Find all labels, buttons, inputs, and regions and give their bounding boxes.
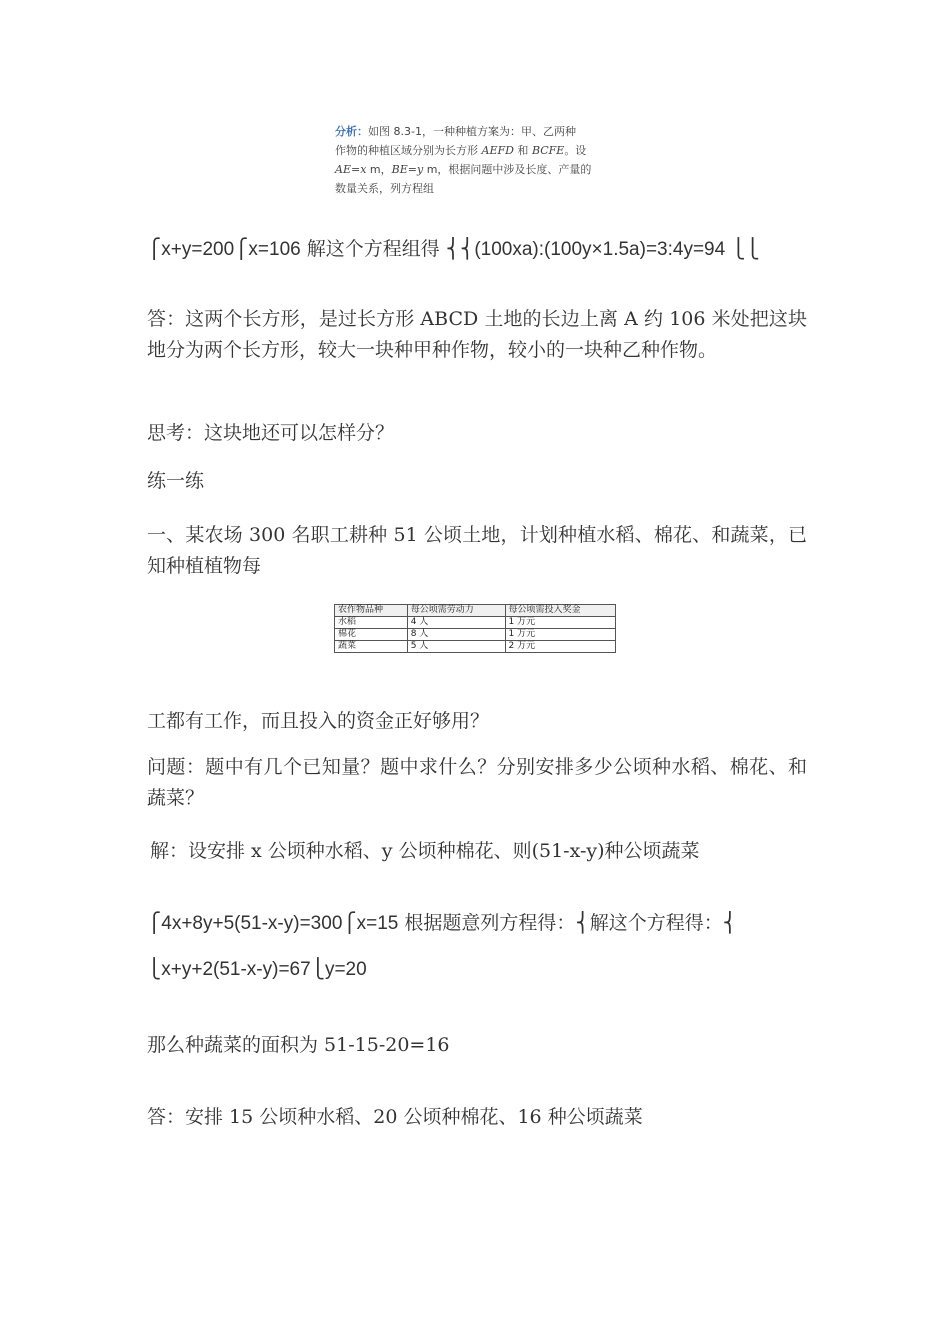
answer-1: 答：这两个长方形，是过长方形 ABCD 土地的长边上离 A 约 106 米处把这块地分为两个长方形，较大一块种甲种作物，较小的一块种乙种作物。 [147, 308, 807, 361]
problem-1-continued: 工都有工作，而且投入的资金正好够用？ [147, 710, 490, 732]
table-header-cell: 每公顷需投入奖金 [505, 605, 615, 617]
analysis-line-2: 作物的种植区域分别为长方形 AEFD 和 BCFE。设 [335, 144, 587, 157]
analysis-line-1: 分析：如图 8.3-1，一种种植方案为：甲、乙两种 [335, 125, 576, 138]
table-cell: 1 万元 [505, 617, 615, 629]
table-row [335, 617, 616, 629]
analysis-line-4: 数量关系，列方程组 [335, 182, 434, 195]
solution-setup: 解：设安排 x 公顷种水稻、y 公顷种棉花、则(51-x-y)种公顷蔬菜 [150, 840, 700, 862]
practice-heading: 练一练 [147, 470, 205, 492]
vegetable-area: 那么种蔬菜的面积为 51-15-20=16 [147, 1034, 450, 1056]
table-cell: 4 人 [407, 617, 505, 629]
equation-system-2-top: ⎧4x+8y+5(51-x-y)=300⎧x=15 根据题意列方程得：⎨解这个方程得：⎨ [147, 912, 737, 934]
table-header-cell: 农作物品种 [335, 605, 408, 617]
table-cell: 8 人 [407, 629, 505, 641]
table-cell: 蔬菜 [335, 641, 408, 653]
table-cell: 1 万元 [505, 629, 615, 641]
table-header-row [335, 605, 616, 617]
crop-table [334, 604, 616, 653]
table-cell: 5 人 [407, 641, 505, 653]
equation-system-1: ⎧x+y=200⎧x=106 解这个方程组得 ⎨⎨(100xa):(100y×1.5a)=3:4y=94 ⎩⎩ [147, 238, 760, 260]
table-row [335, 641, 616, 653]
analysis-excerpt [335, 122, 625, 198]
equation-system-2-bottom: ⎩x+y+2(51-x-y)=67⎩y=20 [147, 958, 367, 980]
table-row [335, 629, 616, 641]
table-cell: 水稻 [335, 617, 408, 629]
table-cell: 棉花 [335, 629, 408, 641]
answer-2: 答：安排 15 公顷种水稻、20 公顷种棉花、16 种公顷蔬菜 [147, 1106, 643, 1128]
problem-1: 一、某农场 300 名职工耕种 51 公顷土地，计划种植水稻、棉花、和蔬菜，已知种植植物每 [147, 524, 807, 577]
analysis-line-3: AE=x m，BE=y m，根据问题中涉及长度、产量的 [335, 163, 592, 176]
table-cell: 2 万元 [505, 641, 615, 653]
question: 问题：题中有几个已知量？题中求什么？分别安排多少公顷种水稻、棉花、和蔬菜？ [147, 756, 807, 809]
table-header-cell: 每公顷需劳动力 [407, 605, 505, 617]
think-question: 思考：这块地还可以怎样分？ [147, 422, 395, 444]
